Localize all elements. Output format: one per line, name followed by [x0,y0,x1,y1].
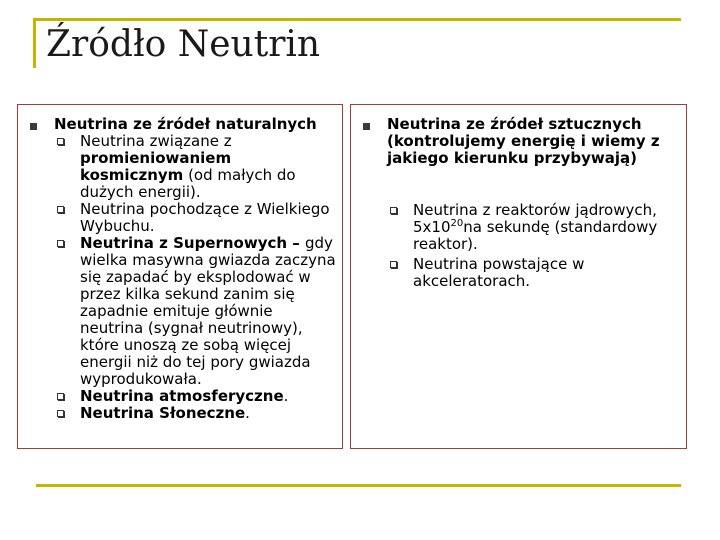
natural-sources-heading: Neutrina ze źródeł naturalnych [54,115,317,133]
list-item [387,202,677,253]
square-bullet-icon [390,261,397,268]
square-bullet-icon [57,240,64,247]
item-text: . [245,404,250,422]
square-bullet-icon [390,207,397,214]
list-item [54,405,338,422]
item-text: Neutrina związane z [80,132,232,150]
title-accent-vertical [33,18,36,68]
item-text: Neutrina powstające w akceleratorach. [413,255,585,290]
item-text: Neutrina pochodzące z Wielkiego Wybuchu. [80,200,330,235]
main-bullet-icon [363,123,370,130]
natural-sources-box [17,104,343,449]
artificial-sources-list [387,202,677,293]
natural-sources-list [54,133,338,422]
square-bullet-icon [57,393,64,400]
list-item [54,201,338,235]
item-text: Neutrina z reaktorów jądrowych, 5x10 [413,201,657,236]
square-bullet-icon [57,138,64,145]
title-accent-top-line [33,18,681,21]
main-bullet-icon [30,123,37,130]
list-item [54,235,338,388]
item-bold-text: Neutrina Słoneczne [80,404,246,422]
exponent: 20 [450,218,464,229]
list-item [54,388,338,405]
item-text: (od małych do dużych energii). [80,166,296,201]
slide-title: Źródło Neutrin [46,24,321,65]
artificial-sources-box [350,104,687,449]
item-text: na sekundę (standardowy reaktor). [413,218,658,253]
artificial-sources-heading: Neutrina ze źródeł sztucznych (kontrolujemy energię i wiemy z jakiego kierunku przybywają) [387,115,660,167]
square-bullet-icon [57,206,64,213]
item-bold-text: Neutrina atmosferyczne [80,387,284,405]
item-bold-text: Neutrina z Supernowych – [80,234,306,252]
item-text: . [283,387,289,405]
item-bold-text: promieniowaniem kosmicznym [80,149,232,184]
list-item [54,133,338,201]
footer-accent-line [36,484,681,487]
square-bullet-icon [57,410,64,417]
list-item [387,256,677,290]
item-text: gdy wielka masywna gwiazda zaczyna się zapadać by eksplodować w przez kilka sekund zanim się zapadnie emituje głównie neutrina (sygnał neutrinowy), które unoszą ze sobą więcej energii niż do tej pory gwiazda wyprodukowała. [80,234,336,388]
